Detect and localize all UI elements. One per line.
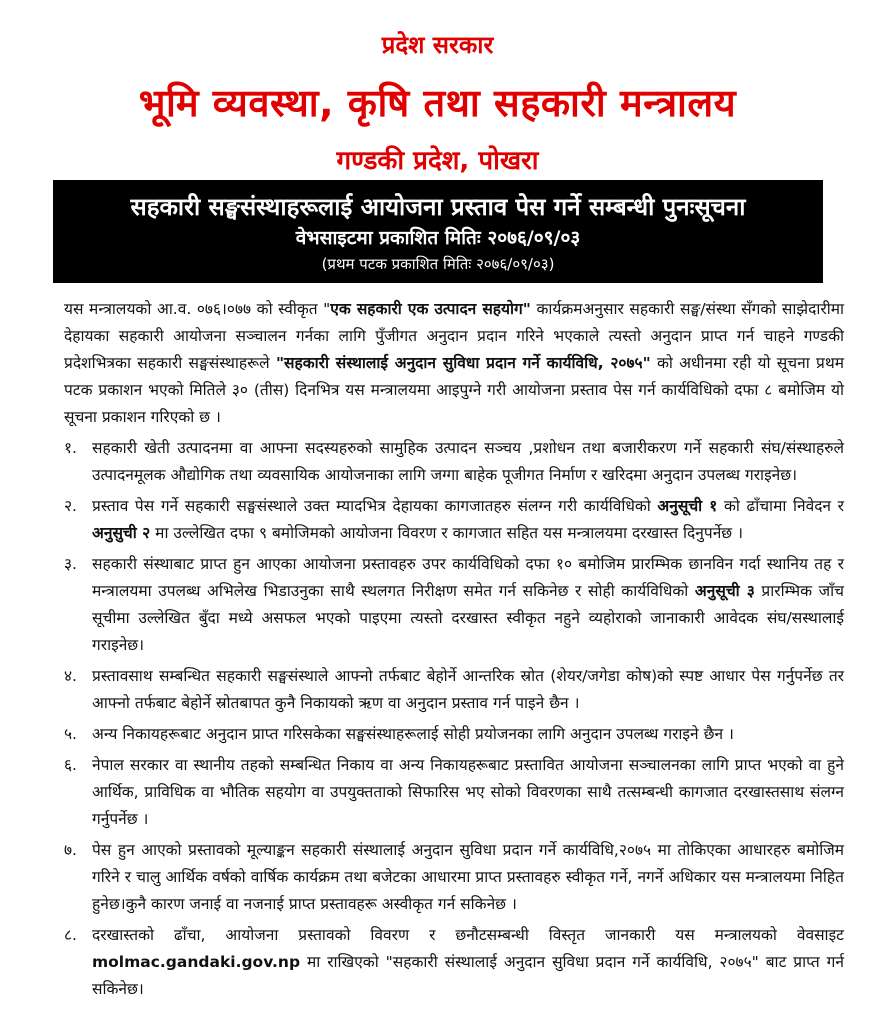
item-number: ८. [64,926,77,944]
website-publish-date: वेभसाइटमा प्रकाशित मितिः २०७६/०९/०३ [295,227,581,249]
notice-body [64,296,844,1007]
item-text: सहकारी खेती उत्पादनमा वा आफ्ना सदस्यहरुको सामुहिक उत्पादन सञ्चय ,प्रशोधन तथा बजारीकरण गर्ने सहकारी संघ/संस्थाहरुले उत्पादनमूलक औद्योगिक तथा व्यवसायिक आयोजनाका लागि जग्गा बाहेक पूजीगत निर्माण र खरिदमा अनुदान उपलब्ध गराइनेछ। [92,439,844,484]
list-item [64,663,844,717]
website-link[interactable]: molmac.gandaki.gov.np [92,953,301,971]
procedure-name: "सहकारी संस्थालाई अनुदान सुविधा प्रदान गर्ने कार्यविधि, २०७५" [275,354,651,372]
intro-text-2: कार्यक्रमअनुसार सहकारी सङ्घ/संस्था सँगको साझेदारीमा देहायका सहकारी आयोजना सञ्चालन गर्नका लागि पुँजीगत अनुदान प्रदान गरिने भएकाले त्यस्तो अनुदान प्राप्त गर्न चाहने गण्डकी प्रदेशभित्रका सहकारी सङ्घसंस्थाहरूले [64,300,844,372]
annex-ref: अनुसूची ३ [694,582,755,600]
item-number: १. [64,439,77,457]
item-text [88,493,844,547]
item-text-part: दरखास्तको ढाँचा, आयोजना प्रस्तावको विवरण र छनौटसम्बन्धी विस्तृत जानकारी यस मन्त्रालयको वेवसाइट [92,926,844,944]
notice-title: सहकारी सङ्घसंस्थाहरूलाई आयोजना प्रस्ताव पेस गर्ने सम्बन्धी पुनःसूचना [130,193,746,221]
item-number: ३. [64,555,77,573]
intro-text-3: को अधीनमा रही यो सूचना प्रथम पटक प्रकाशन भएको मितिले ३० (तीस) दिनभित्र यस मन्त्रालयमा आइपुग्ने गरी आयोजना प्रस्ताव पेस गर्न कार्यविधिको दफा ८ बमोजिम यो सूचना प्रकाशन गरिएको छ । [64,354,844,426]
item-text: पेस हुन आएको प्रस्तावको मूल्याङ्कन सहकारी संस्थालाई अनुदान सुविधा प्रदान गर्ने कार्यविधि,२०७५ मा तोकिएका आधारहरु बमोजिम गरिने र चालु आर्थिक वर्षको वार्षिक कार्यक्रम तथा बजेटका आधारमा प्राप्त प्रस्तावहरु स्वीकृत गर्ने, नगर्ने अधिकार यस मन्त्रालयमा निहित हुनेछ।कुनै कारण जनाई वा नजनाई प्राप्त प्रस्तावहरू अस्वीकृत गर्न सकिनेछ । [92,841,844,913]
item-text-part: प्रस्ताव पेस गर्ने सहकारी सङ्घसंस्थाले उक्त म्यादभित्र देहायका कागजातहरु संलग्न गरी कार्यविधिको [92,497,658,515]
item-text: अन्य निकायहरूबाट अनुदान प्राप्त गरिसकेका सङ्घसंस्थाहरूलाई सोही प्रयोजनका लागि अनुदान उपलब्ध गराइने छैन । [92,725,734,743]
first-publish-date: (प्रथम पटक प्रकाशित मितिः २०७६/०९/०३) [321,255,555,273]
ministry-location: गण्डकी प्रदेश, पोखरा [336,146,539,176]
intro-text-1: यस मन्त्रालयको आ.व. ०७६।०७७ को स्वीकृत " [64,300,331,318]
list-item [64,435,844,489]
item-number: ७. [64,841,77,859]
annex-ref: अनुसूची १ [657,497,718,515]
annex-ref: अनुसुची २ [92,524,151,542]
list-item [64,551,844,659]
list-item [64,922,844,1003]
item-number: ५. [64,725,77,743]
government-name: प्रदेश सरकार [381,31,494,59]
item-text-part: मा उल्लेखित दफा ९ बमोजिमको आयोजना विवरण र कागजात सहित यस मन्त्रालयमा दरखास्त दिनुपर्नेछ । [150,524,743,542]
item-text-part: सहकारी संस्थाबाट प्राप्त हुन आएका आयोजना प्रस्तावहरु उपर कार्यविधिको दफा १० बमोजिम प्रारम्भिक छानविन गर्दा स्थानिय तह र मन्त्रालयमा उपलब्ध अभिलेख भिडाउनुका साथै स्थलगत निरीक्षण समेत गर्न सकिनेछ र सोही कार्यविधिको [92,555,844,600]
program-name: एक सहकारी एक उत्पादन सहयोग" [330,300,531,318]
notice-title-banner [53,180,823,283]
item-text-part: को ढाँचामा निवेदन र [717,497,844,515]
ministry-name: भूमि व्यवस्था, कृषि तथा सहकारी मन्त्रालय [138,81,737,125]
item-text [88,922,844,1003]
list-item [64,721,844,748]
item-number: ६. [64,756,77,774]
list-item [64,493,844,547]
item-text: नेपाल सरकार वा स्थानीय तहको सम्बन्धित निकाय वा अन्य निकायहरूबाट प्रस्तावित आयोजना सञ्चालनका लागि प्राप्त भएको वा हुने आर्थिक, प्राविधिक वा भौतिक सहयोग वा उपयुक्तताको सिफारिस भए सोको विवरणका साथै तत्सम्बन्धी कागजात दरखास्तसाथ संलग्न गर्नुपर्नेछ । [92,756,844,828]
item-text-part: प्रारम्भिक जाँच सूचीमा उल्लेखित बुँदा मध्ये असफल भएको पाइएमा त्यस्तो दरखास्त स्वीकृत नहुने व्यहोराको जानाकारी आवेदक संघ/सस्थालाई गराइनेछ। [92,582,844,654]
item-number: २. [64,497,77,515]
list-item [64,752,844,833]
list-item [64,837,844,918]
item-number: ४. [64,667,77,685]
intro-paragraph [64,296,844,431]
item-text: प्रस्तावसाथ सम्बन्धित सहकारी सङ्घसंस्थाले आफ्नो तर्फबाट बेहोर्ने आन्तरिक स्रोत (शेयर/जगेडा कोष)को स्पष्ट आधार पेस गर्नुपर्नेछ तर आफ्नो तर्फबाट बेहोर्ने स्रोतबापत कुनै निकायको ऋण वा अनुदान प्रस्ताव गर्न पाइने छैन । [92,667,844,712]
item-text-part: मा राखिएको "सहकारी संस्थालाई अनुदान सुविधा प्रदान गर्ने कार्यविधि, २०७५" बाट प्राप्त गर्न सकिनेछ। [92,953,844,998]
item-text [88,551,844,659]
